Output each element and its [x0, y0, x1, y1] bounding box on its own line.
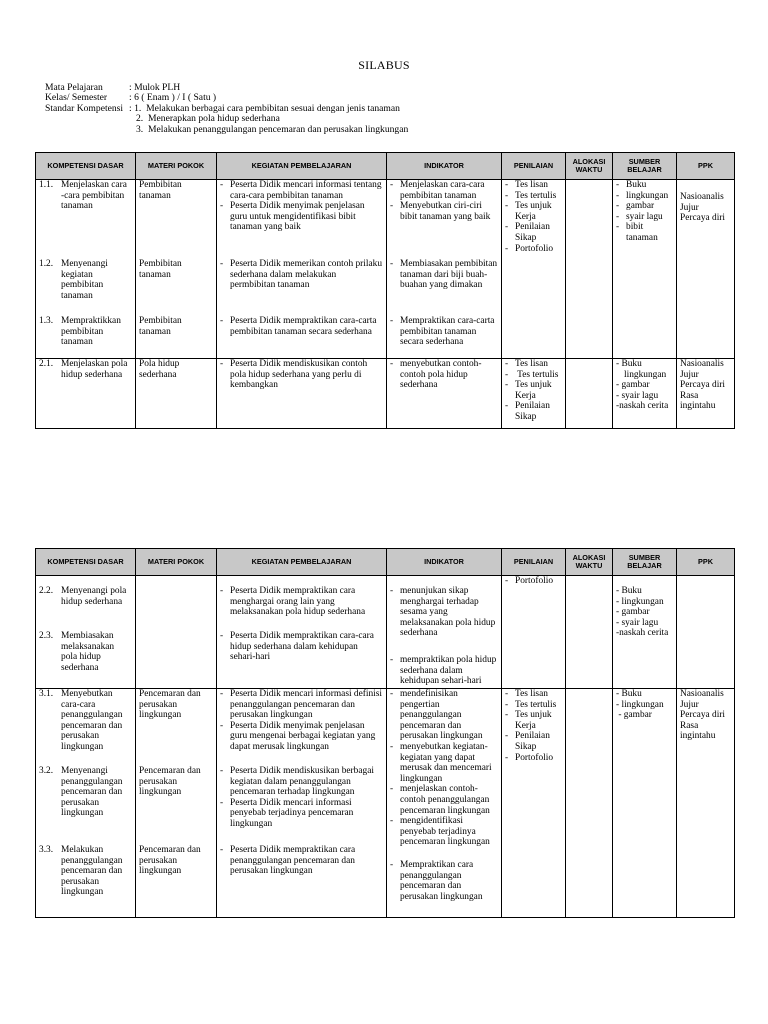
header-kompetensi-dasar: KOMPETENSI DASAR [36, 549, 136, 576]
kd-number: 2.1. [39, 359, 54, 369]
penilaian-cell [502, 359, 566, 429]
meta-value: : Mulok PLH [129, 82, 181, 93]
kompetensi-cell [36, 359, 136, 429]
kegiatan-item: - Peserta Didik mempraktikan cara-cara hidup sederhana dalam kehidupan sehari-hari [220, 631, 383, 663]
penilaian-item: - Tes lisan [505, 689, 562, 700]
ppk-item: Jujur [680, 699, 699, 710]
kegiatan-item: - Peserta Didik mencari informasi penyebab terjadinya pencemaran lingkungan [220, 798, 383, 830]
kegiatan-item: - Peserta Didik menyimak penjelasan guru mengenai berbagai kegiatan yang dapat merusak lingkungan [220, 721, 383, 753]
indikator-item: - menunjukan sikap menghargai terhadap sesama yang melaksanakan pola hidup sederhana [390, 586, 498, 639]
sk-text: Melakukan berbagai cara pembibitan sesuai dengan jenis tanaman [146, 102, 400, 114]
sumber-item: - syair lagu [616, 212, 673, 223]
table-row [36, 359, 735, 429]
indikator-cell [387, 576, 502, 689]
kd-text: Menyenangi pola hidup sederhana [61, 586, 127, 607]
header-indikator: INDIKATOR [387, 549, 502, 576]
materi-text: Pencemaran dan perusakan lingkungan [139, 689, 201, 721]
alokasi-cell [566, 689, 613, 918]
ppk-item: Percaya diri [680, 213, 726, 224]
table-row [36, 689, 735, 918]
kegiatan-cell [217, 359, 387, 429]
kegiatan-item: - Peserta Didik mempraktikan cara penanggulangan pencemaran dan perusakan lingkungan [220, 845, 383, 877]
sumber-item: - gambar [616, 710, 652, 721]
syllabus-table-2 [35, 548, 735, 918]
kd-text: Menyenangi kegiatan pembibitan tanaman [61, 259, 108, 301]
penilaian-item: - Tes tertulis [505, 700, 562, 711]
ppk-item: Nasioanalis [680, 192, 724, 202]
alokasi-cell [566, 359, 613, 429]
sumber-item: - gambar [616, 201, 673, 212]
kegiatan-item: - Peserta Didik mendiskusikan berbagai kegiatan dalam penanggulangan pencemaran terhadap lingkungan [220, 766, 383, 798]
header-kompetensi-dasar: KOMPETENSI DASAR [36, 153, 136, 180]
materi-text: Pembibitan tanaman [139, 180, 182, 201]
header-kegiatan: KEGIATAN PEMBELAJARAN [217, 153, 387, 180]
kd-text: Menyenangi penanggulangan pencemaran dan perusakan lingkungan [61, 766, 123, 819]
sk-number: 3. [136, 123, 144, 135]
materi-text: Pembibitan tanaman [139, 259, 182, 280]
kd-text: Mempraktikkan pembibitan tanaman [61, 316, 121, 348]
kegiatan-item: - Peserta Didik mencari informasi definisi penanggulangan pencemaran dan perusakan lingkungan [220, 689, 383, 721]
sk-number: 1. [134, 102, 142, 114]
sumber-item: -naskah cerita [616, 401, 669, 412]
kd-number: 1.2. [39, 259, 54, 269]
penilaian-item: - Penilaian Sikap [505, 222, 562, 243]
penilaian-cell [502, 576, 566, 689]
materi-text: Pola hidup sederhana [139, 359, 180, 380]
indikator-item: - menyebutkan contoh-contoh pola hidup sederhana [390, 359, 498, 391]
indikator-item: - menyebutkan kegiatan-kegiatan yang dapat merusak dan mencemari lingkungan [390, 742, 498, 784]
materi-text: Pencemaran dan perusakan lingkungan [139, 845, 201, 877]
kegiatan-cell [217, 180, 387, 359]
kd-number: 2.3. [39, 631, 54, 641]
kd-text: Menjelaskan pola hidup sederhana [61, 359, 128, 380]
kegiatan-item: - Peserta Didik mempraktikan cara menghargai orang lain yang melaksanakan pola hidup sederhana [220, 586, 383, 618]
penilaian-item: - Tes tertulis [505, 370, 562, 381]
kegiatan-item: - Peserta Didik menyimak penjelasan guru untuk mengidentifikasi bibit tanaman yang baik [220, 201, 383, 233]
sumber-cell [613, 689, 677, 918]
header-ppk: PPK [677, 549, 735, 576]
sumber-cell [613, 576, 677, 689]
syllabus-table-1 [35, 152, 735, 429]
ppk-item: Nasioanalis [680, 359, 724, 369]
materi-cell [136, 689, 217, 918]
kd-number: 2.2. [39, 586, 54, 596]
penilaian-item: - Tes unjuk Kerja [505, 380, 562, 401]
penilaian-item: - Penilaian Sikap [505, 731, 562, 752]
sk-text: Melakukan penanggulangan pencemaran dan perusakan lingkungan [148, 123, 409, 135]
header-materi-pokok: MATERI POKOK [136, 549, 217, 576]
indikator-item: - Menyebutkan ciri-ciri bibit tanaman yang baik [390, 201, 498, 222]
header-sumber-belajar: SUMBER BELAJAR [613, 549, 677, 576]
kd-text: Membiasakan melaksanakan pola hidup sederhana [61, 631, 115, 673]
indikator-item: - Membiasakan pembibitan tanaman dari biji buah-buahan yang dimakan [390, 259, 498, 291]
header-penilaian: PENILAIAN [502, 549, 566, 576]
penilaian-item: - Portofolio [505, 576, 562, 587]
header-penilaian: PENILAIAN [502, 153, 566, 180]
sumber-item: - syair lagu [616, 390, 659, 401]
header-alokasi-waktu: ALOKASI WAKTU [566, 549, 613, 576]
ppk-cell [677, 576, 735, 689]
materi-cell [136, 180, 217, 359]
header-sumber-belajar: SUMBER BELAJAR [613, 153, 677, 180]
indikator-item: - Menjelaskan cara-cara pembibitan tanaman [390, 180, 498, 201]
kegiatan-item: - Peserta Didik mempraktikan cara-carta pembibitan tanaman secara sederhana [220, 316, 383, 337]
sk-text: Menerapkan pola hidup sederhana [148, 113, 280, 125]
sumber-item: - lingkungan [616, 596, 664, 607]
sumber-item: - bibit tanaman [616, 222, 673, 243]
ppk-item: Jujur [680, 369, 699, 380]
ppk-item: Rasa ingintahu [680, 720, 716, 742]
sumber-item: - Buku [616, 180, 673, 191]
penilaian-item: - Tes unjuk Kerja [505, 201, 562, 222]
kompetensi-cell [36, 180, 136, 359]
kd-number: 1.3. [39, 316, 54, 326]
kd-number: 1.1. [39, 180, 54, 190]
penilaian-item: - Tes tertulis [505, 191, 562, 202]
kd-text: Melakukan penanggulangan pencemaran dan perusakan lingkungan [61, 845, 123, 898]
penilaian-item: - Tes unjuk Kerja [505, 710, 562, 731]
sumber-item: - Buku [616, 586, 642, 596]
header-alokasi-waktu: ALOKASI WAKTU [566, 153, 613, 180]
sumber-cell [613, 359, 677, 429]
syllabus-meta [45, 83, 408, 135]
ppk-cell [677, 689, 735, 918]
indikator-cell [387, 359, 502, 429]
meta-value: : 6 ( Enam ) / I ( Satu ) [129, 92, 217, 104]
indikator-cell [387, 180, 502, 359]
ppk-item: Percaya diri [680, 380, 726, 391]
sumber-item: - gambar [616, 607, 650, 618]
sumber-item: - lingkungan [616, 191, 673, 202]
penilaian-item: - Portofolio [505, 753, 562, 764]
meta-prefix: : [129, 102, 135, 114]
sumber-item: - gambar [616, 380, 650, 391]
kd-text: Menjelaskan cara -cara pembibitan tanaman [61, 180, 127, 212]
meta-label: Kelas/ Semester [45, 92, 108, 104]
ppk-cell [677, 180, 735, 359]
kegiatan-cell [217, 689, 387, 918]
ppk-item: Rasa ingintahu [680, 390, 716, 412]
meta-label: Standar Kompetensi [45, 102, 124, 114]
alokasi-cell [566, 576, 613, 689]
materi-text: Pencemaran dan perusakan lingkungan [139, 766, 201, 798]
kd-number: 3.2. [39, 766, 54, 776]
penilaian-item: - Tes lisan [505, 359, 562, 370]
alokasi-cell [566, 180, 613, 359]
header-kegiatan: KEGIATAN PEMBELAJARAN [217, 549, 387, 576]
sumber-item: -naskah cerita [616, 628, 669, 639]
ppk-item: Nasioanalis [680, 689, 724, 699]
kd-text: Menyebutkan cara-cara penanggulangan pencemaran dan perusakan lingkungan [61, 689, 123, 752]
kegiatan-item: - Peserta Didik memerikan contoh prilaku sederhana dalam melakukan permbibitan tanaman [220, 259, 383, 291]
indikator-item: - mendefinisikan pengertian penanggulangan pencemaran dan perusakan lingkungan [390, 689, 498, 742]
indikator-cell [387, 689, 502, 918]
kegiatan-item: - Peserta Didik mencari informasi tentang cara-cara pembibitan tanaman [220, 180, 383, 201]
indikator-item: - Mempraktikan cara-carta pembibitan tanaman secara sederhana [390, 316, 498, 348]
ppk-cell [677, 359, 735, 429]
materi-cell [136, 359, 217, 429]
penilaian-cell [502, 689, 566, 918]
ppk-item: Percaya diri [680, 710, 726, 721]
indikator-item: - mengidentifikasi penyebab terjadinya pencemaran lingkungan [390, 816, 498, 848]
materi-text: Pembibitan tanaman [139, 316, 182, 337]
sumber-item: - Buku [616, 689, 642, 699]
indikator-item: - menjelaskan contoh-contoh penanggulangan pencemaran lingkungan [390, 784, 498, 816]
sumber-cell [613, 180, 677, 359]
kompetensi-cell [36, 576, 136, 689]
table-header-row [36, 153, 735, 180]
meta-label: Mata Pelajaran [45, 82, 103, 93]
header-materi-pokok: MATERI POKOK [136, 153, 217, 180]
kd-number: 3.3. [39, 845, 54, 855]
sumber-item: - Buku [616, 359, 642, 369]
table-row [36, 576, 735, 689]
materi-cell [136, 576, 217, 689]
kegiatan-item: - Peserta Didik mendiskusikan contoh pola hidup sederhana yang perlu di kembangkan [220, 359, 383, 391]
kegiatan-cell [217, 576, 387, 689]
document-title: SILABUS [358, 58, 410, 72]
table-header-row [36, 549, 735, 576]
penilaian-cell [502, 180, 566, 359]
header-ppk: PPK [677, 153, 735, 180]
ppk-item: Jujur [680, 202, 699, 213]
sumber-item: lingkungan [624, 369, 667, 380]
penilaian-item: - Portofolio [505, 244, 562, 255]
penilaian-item: - Tes lisan [505, 180, 562, 191]
kompetensi-cell [36, 689, 136, 918]
penilaian-item: - Penilaian Sikap [505, 401, 562, 422]
sk-number: 2. [136, 113, 144, 125]
sumber-item: - lingkungan [616, 699, 664, 710]
header-indikator: INDIKATOR [387, 153, 502, 180]
sumber-item: - syair lagu [616, 617, 659, 628]
indikator-item: - Mempraktikan cara penanggulangan pencemaran dan perusakan lingkungan [390, 860, 498, 902]
indikator-item: - mempraktikan pola hidup sederhana dalam kehidupan sehari-hari [390, 655, 498, 687]
kd-number: 3.1. [39, 689, 54, 699]
table-row [36, 180, 735, 359]
